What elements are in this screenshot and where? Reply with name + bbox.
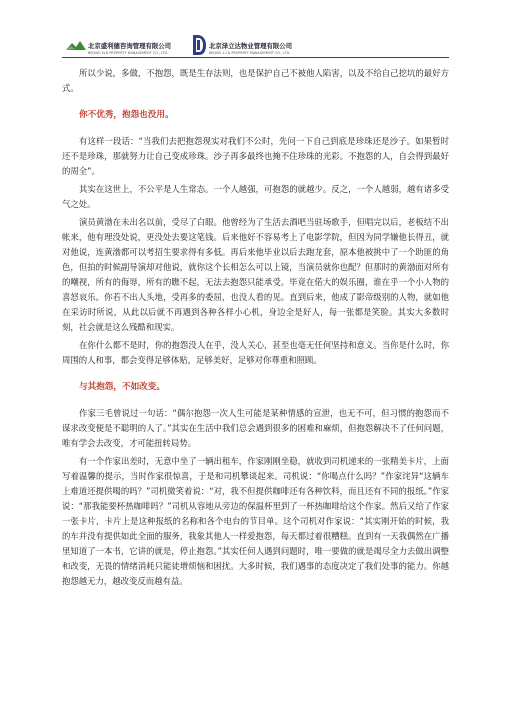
header-divider — [62, 57, 449, 58]
right-company-english: BEIJING L.I.D PROPERTY MANAGEMENT CO., LTD. — [209, 51, 291, 55]
page-header — [0, 34, 507, 64]
section1-paragraph: 其实在这世上，不公平是人生常态。一个人越强，可抱怨的就越少。反之，一个人越弱，越有诸多受气之处。 — [62, 184, 449, 209]
intro-paragraph: 所以少说，多做，不抱怨，既是生存法则，也是保护自己不被他人陷害，以及不给自己挖坑的最好方式。 — [62, 68, 449, 93]
left-company-name: 北京盛利德咨询管理有限公司 — [88, 42, 172, 50]
right-company-name: 北京泽立达物业管理有限公司 — [209, 42, 293, 50]
lid-logo-icon — [191, 34, 207, 56]
section1-heading: 你不优秀，抱怨也没用。 — [79, 110, 174, 120]
left-company-english: BEIJING SLD PROPERTY MANAGEMENT CO., LTD. — [88, 51, 169, 55]
section2-paragraph: 作家三毛曾说过一句话：“偶尔抱怨一次人生可能是某种情感的宣泄，也无不可，但习惯的抱怨而不谋求改变便是不聪明的人了。”其实在生活中我们总会遇到很多的困难和麻烦，但抱怨解决不了任何问题，唯有学会去改变，才可能扭转局势。 — [62, 408, 449, 448]
sld-logo-icon — [66, 40, 86, 50]
section1-paragraph: 在你什么都不是时，你的抱怨没人在乎，没人关心，甚至也毫无任何坚持和意义。当你是什么时，你周围的人和事，都会变得足够体贴，足够美好，足够对你尊重和照顾。 — [62, 340, 449, 365]
section1-paragraph: 演员黄渤在未出名以前，受尽了白眼。他曾经为了生活去酒吧当驻场歌手，但唱完以后，老板结不出帐来，他有理没处说，更没处去要这笔钱。后来他好不容易考上了电影学院，但因为同学嫌他长得丑，就对他说，连黄渤都可以考招生要求得有多低。再后来他毕业以后去跑龙套，原本他被挑中了一个助匪的角色，但拍的时候副导演却对他说，就你这个长相怎么可以上镜，当演员就你也配？但那时的黄渤面对所有的嘲视，所有的侮辱，所有的瞧不起，无法去抱怨只能承受。毕竟在偌大的娱乐圈，谁在乎一个小人物的喜怒哀乐。你若不出人头地，受再多的委屈，也没人看的见。直到后来，他成了影帝级别的人物，就如他在采访时所说，从此以后就不再遇到各种各样小心机，身边全是好人，每一张都是笑脸。其实大多数时刻，社会就是这么残酷和现实。 — [62, 217, 449, 332]
section2-paragraph: 有一个作家出差时，无意中坐了一辆出租车，作家刚刚坐稳，就收到司机递来的一张精美卡片，上面写着温馨的提示，当时作家很惊喜，于是和司机攀谈起来。司机说：“你喝点什么吗？”作家诧异“这辆车上难道还提供喝的吗？”司机微笑着说：“对，我不但提供咖啡还有各种饮料，而且还有不同的报纸。”作家说：“那我能要杯热咖啡吗？”司机从容地从旁边的保温杯里到了一杯热咖啡给这个作家。然后又给了作家一张卡片，卡片上是这种报纸的名称和各个电台的节目单。这个司机对作家说：“其实刚开始的时候，我的车并没有提供如此全面的服务，我象其他人一样爱抱怨，每天都过着很糟糕。直到有一天我偶然在广播里知道了一本书，它讲的就是，停止抱怨。”其实任何人遇到问题时，唯一要做的就是竭尽全力去做出调整和改变，无畏的情绪消耗只能徒增烦恼和困扰。大多时候，我们遇事的态度决定了我们处事的能力。你越抱怨越无力，越改变反而越有益。 — [62, 456, 449, 586]
article-body — [62, 66, 449, 592]
section1-paragraph: 有这样一段话：“当我们去把抱怨现实对我们不公时，先问一下自己到底是珍珠还是沙子。如果暂时还不是珍珠，那就努力让自己变成珍珠。沙子再多最终也掩不住珍珠的光彩。不抱怨的人，自会得到最好的周全”。 — [62, 136, 449, 176]
section2-heading: 与其抱怨，不如改变。 — [79, 382, 165, 392]
